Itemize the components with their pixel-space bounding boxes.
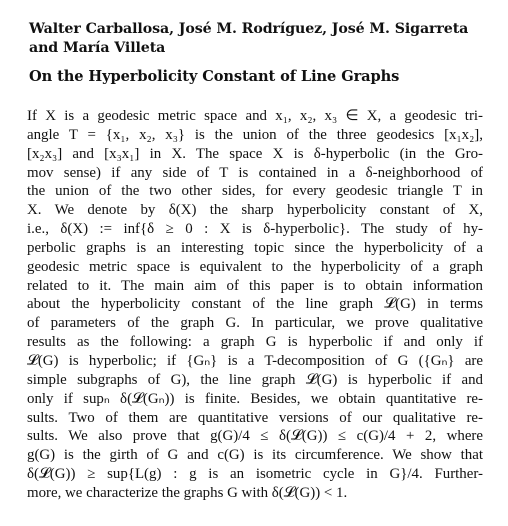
abstract-line: δ(𝓛(G)) ≥ sup{L(g) : g is an isometric cycle in G}/4. Further-	[27, 466, 483, 483]
abstract-line: If X is a geodesic metric space and x₁, x₂, x₃ ∈ X, a geodesic tri-	[27, 108, 483, 124]
abstract-line: only if supₙ δ(𝓛(Gₙ)) is finite. Besides, we obtain quantitative re-	[27, 390, 483, 407]
abstract-line: [x₂x₃] and [x₃x₁] in X. The space X is δ-hyperbolic (in the Gro-	[27, 145, 483, 162]
author-list	[29, 20, 483, 58]
abstract-line: more, we characterize the graphs G with δ(𝓛(G)) < 1.	[27, 484, 348, 501]
abstract-line: simple subgraphs of G), the line graph 𝓛(G) is hyperbolic if and	[27, 371, 483, 388]
author-line-2: and María Villeta	[29, 40, 166, 56]
abstract-line: angle T = {x₁, x₂, x₃} is the union of the three geodesics [x₁x₂],	[27, 126, 483, 143]
paper-title: On the Hyperbolicity Constant of Line Graphs	[29, 68, 400, 85]
abstract-line: g(G) is the girth of G and c(G) is its circumference. We show that	[27, 447, 483, 464]
abstract-line: geodesic metric space is equivalent to the hyperbolicity of a graph	[27, 258, 483, 275]
abstract-line: about the hyperbolicity constant of the line graph 𝓛(G) in terms	[27, 296, 483, 313]
abstract-line: mov sense) if any side of T is contained in a δ-neighborhood of	[27, 164, 483, 181]
abstract-line: of parameters of the graph G. In particular, we prove qualitative	[27, 315, 483, 332]
abstract	[27, 107, 483, 503]
abstract-line: perbolic graphs is an interesting topic since the hyperbolicity of a	[27, 239, 483, 256]
abstract-line: sults. We also prove that g(G)/4 ≤ δ(𝓛(G)) ≤ c(G)/4 + 2, where	[27, 428, 483, 445]
paper-page	[27, 20, 483, 503]
abstract-line: i.e., δ(X) := inf{δ ≥ 0 : X is δ-hyperbolic}. The study of hy-	[27, 221, 483, 238]
abstract-line: sults. Two of them are quantitative versions of our qualitative re-	[27, 409, 483, 426]
abstract-line: 𝓛(G) is hyperbolic; if {Gₙ} is a T-decomposition of G ({Gₙ} are	[27, 352, 483, 369]
abstract-line: related to it. The main aim of this paper is to obtain information	[27, 277, 483, 294]
abstract-line: the union of the two other sides, for every geodesic triangle T in	[27, 183, 483, 200]
abstract-line: X. We denote by δ(X) the sharp hyperbolicity constant of X,	[27, 202, 483, 219]
author-line-1: Walter Carballosa, José M. Rodríguez, José M. Sigarreta	[29, 21, 469, 37]
abstract-line: results as the following: a graph G is hyperbolic if and only if	[27, 334, 483, 351]
